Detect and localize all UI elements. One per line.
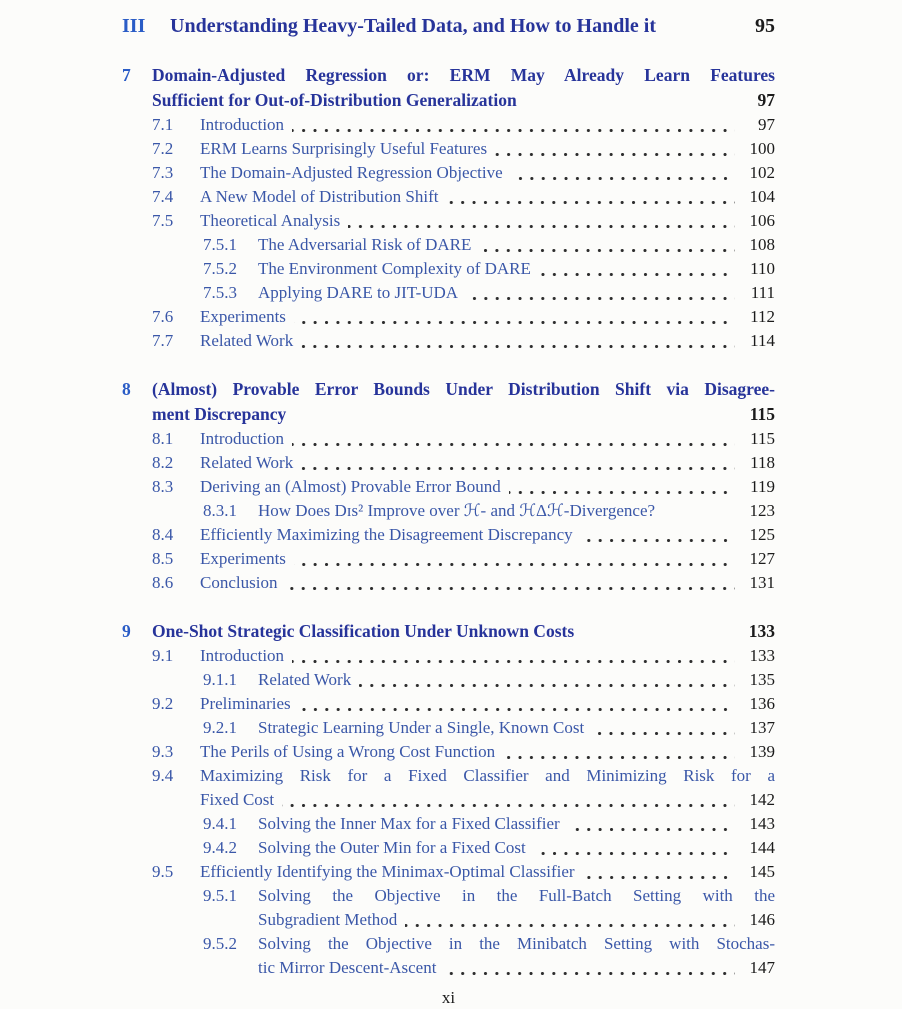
toc-entry[interactable] [122,499,775,523]
entry-title[interactable]: Related Work [200,453,294,472]
entry-title[interactable]: Experiments [200,549,286,568]
entry-number[interactable]: 9.5.1 [203,886,237,905]
toc-entry[interactable] [122,209,775,233]
toc-entry[interactable] [122,161,775,185]
dot-leader [583,876,735,879]
entry-number[interactable]: 9.5 [152,862,174,881]
entry-page-number: 137 [749,718,775,737]
entry-page-number: 136 [749,694,775,713]
entry-page-number: 143 [749,814,775,833]
dot-leader [534,852,735,855]
chapter-page-number: 97 [757,90,775,110]
chapter-title-line2[interactable]: ment Discrepancy [152,404,287,424]
part-heading[interactable] [122,14,775,39]
entry-title[interactable]: Preliminaries [200,694,291,713]
dot-leader [359,684,735,687]
entry-page-number: 131 [749,573,775,592]
entry-page-number: 110 [750,259,775,278]
dot-leader [581,539,735,542]
chapter-number[interactable]: 8 [122,379,131,399]
toc-entry[interactable] [122,305,775,329]
entry-title[interactable]: Experiments [200,307,286,326]
dot-leader [444,972,735,975]
entry-page-number: 106 [749,211,775,230]
entry-number[interactable]: 8.1 [152,429,174,448]
toc-entry[interactable] [122,257,775,281]
toc-entry[interactable] [122,884,775,908]
entry-page-number: 119 [750,477,775,496]
entry-page-number: 97 [758,115,775,134]
footer-page-number: xi [441,988,456,1007]
entry-title[interactable]: The Adversarial Risk of DARE [258,235,472,254]
toc-entry[interactable] [122,185,775,209]
entry-title[interactable]: Solving the Objective in the Minibatch Setting with Stochas- [258,934,775,953]
dot-leader [294,563,735,566]
entry-page-number: 135 [749,670,775,689]
dot-leader [285,587,735,590]
entry-title[interactable]: How Does Dɪs² Improve over ℋ- and ℋΔℋ-Divergence? [258,501,656,520]
toc-entry[interactable] [122,475,775,499]
entry-page-number: 127 [749,549,775,568]
chapter-heading[interactable] [122,377,775,402]
entry-title[interactable]: Solving the Outer Min for a Fixed Cost [258,838,526,857]
entry-number[interactable]: 7.5.2 [203,259,237,278]
entry-page-number: 147 [749,958,775,977]
entry-number[interactable]: 8.4 [152,525,174,544]
part-title[interactable]: Understanding Heavy-Tailed Data, and How to Handle it [170,15,656,37]
toc-entry[interactable] [122,427,775,451]
entry-title[interactable]: Solving the Inner Max for a Fixed Classifier [258,814,560,833]
part-page-number: 95 [755,15,775,37]
entry-number[interactable]: 8.5 [152,549,174,568]
chapter-number[interactable]: 9 [122,621,131,641]
entry-page-number: 144 [749,838,775,857]
dot-leader [509,491,735,494]
entry-number[interactable]: 7.4 [152,187,174,206]
toc-entry[interactable] [122,281,775,305]
dot-leader [592,732,735,735]
entry-title[interactable]: Strategic Learning Under a Single, Known Cost [258,718,585,737]
chapter-heading[interactable] [122,63,775,88]
dot-leader [539,273,735,276]
toc-entry[interactable] [122,692,775,716]
chapter-heading-continuation[interactable] [122,88,775,113]
dot-leader [301,467,735,470]
entry-page-number: 145 [749,862,775,881]
entry-page-number: 108 [749,235,775,254]
entry-title[interactable]: The Domain-Adjusted Regression Objective [200,163,503,182]
toc-entry[interactable] [122,740,775,764]
entry-title[interactable]: A New Model of Distribution Shift [200,187,439,206]
entry-number[interactable]: 9.1 [152,646,174,665]
entry-number[interactable]: 7.1 [152,115,174,134]
dot-leader [299,708,735,711]
entry-page-number: 104 [749,187,775,206]
dot-leader [292,660,735,663]
entry-page-number: 133 [749,646,775,665]
entry-number[interactable]: 9.4 [152,766,174,785]
entry-title[interactable]: Deriving an (Almost) Provable Error Bound [200,477,501,496]
toc-entry[interactable] [122,137,775,161]
chapter-title-line1[interactable]: One-Shot Strategic Classification Under Unknown Costs [152,621,575,641]
toc-entry[interactable] [122,860,775,884]
toc-entry[interactable] [122,716,775,740]
dot-leader [511,177,735,180]
entry-title[interactable]: Introduction [200,429,285,448]
chapter-title-line1[interactable]: Domain-Adjusted Regression or: ERM May Already Learn Features [152,65,775,85]
entry-title-line2[interactable]: Subgradient Method [258,910,398,929]
toc-entry[interactable] [122,932,775,956]
chapter-heading[interactable] [122,619,775,644]
chapter-title-line1[interactable]: (Almost) Provable Error Bounds Under Distribution Shift via Disagree- [152,379,775,399]
entry-page-number: 125 [749,525,775,544]
entry-page-number: 115 [750,429,775,448]
entry-number[interactable]: 9.5.2 [203,934,237,953]
entry-title[interactable]: ERM Learns Surprisingly Useful Features [200,139,488,158]
toc-entry[interactable] [122,113,775,137]
entry-page-number: 100 [749,139,775,158]
dot-leader [348,225,735,228]
entry-page-number: 111 [750,283,775,302]
dot-leader [301,345,735,348]
toc-entry[interactable] [122,812,775,836]
toc-entry[interactable] [122,764,775,788]
dot-leader [479,249,735,252]
entry-number[interactable]: 9.3 [152,742,174,761]
entry-page-number: 139 [749,742,775,761]
entry-number[interactable]: 8.2 [152,453,174,472]
entry-number[interactable]: 7.2 [152,139,174,158]
chapter-page-number: 115 [749,404,775,424]
dot-leader [568,828,735,831]
dot-leader [495,153,735,156]
toc-entry[interactable] [122,836,775,860]
toc-entry[interactable] [122,233,775,257]
entry-number[interactable]: 7.5.1 [203,235,237,254]
entry-title[interactable]: Applying DARE to JIT-UDA [258,283,459,302]
entry-number[interactable]: 8.3 [152,477,174,496]
entry-page-number: 142 [749,790,775,809]
entry-title[interactable]: Theoretical Analysis [200,211,341,230]
dot-leader [405,924,735,927]
chapter-9-block [122,619,775,980]
entry-page-number: 114 [750,331,775,350]
entry-number[interactable]: 7.7 [152,331,174,350]
toc-entry[interactable] [122,523,775,547]
entry-number[interactable]: 9.4.2 [203,838,237,857]
entry-number[interactable]: 7.5.3 [203,283,237,302]
dot-leader [292,129,735,132]
dot-leader [503,756,735,759]
toc-entry[interactable] [122,329,775,353]
toc-entry-continuation[interactable] [122,956,775,980]
entry-page-number: 123 [749,501,775,520]
dot-leader [292,443,735,446]
entry-page-number: 118 [750,453,775,472]
entry-title-line2[interactable]: Fixed Cost [200,790,275,809]
chapter-number[interactable]: 7 [122,65,131,85]
chapter-7-block [122,63,775,353]
entry-number[interactable]: 7.6 [152,307,174,326]
entry-number[interactable]: 9.2.1 [203,718,237,737]
entry-title[interactable]: Related Work [200,331,294,350]
entry-number[interactable]: 9.2 [152,694,174,713]
toc-entry[interactable] [122,547,775,571]
entry-title[interactable]: Efficiently Identifying the Minimax-Optimal Classifier [200,862,575,881]
entry-title[interactable]: Conclusion [200,573,278,592]
chapter-title-line2[interactable]: Sufficient for Out-of-Distribution Generalization [152,90,517,110]
entry-title[interactable]: Introduction [200,115,285,134]
part-number[interactable]: III [122,15,146,37]
entry-page-number: 102 [749,163,775,182]
toc-entry[interactable] [122,644,775,668]
entry-title[interactable]: Introduction [200,646,285,665]
entry-number[interactable]: 8.3.1 [203,501,237,520]
entry-title[interactable]: The Perils of Using a Wrong Cost Function [200,742,496,761]
chapter-page-number: 133 [748,621,775,641]
dot-leader [282,804,735,807]
toc-entry[interactable] [122,668,775,692]
dot-leader [294,321,735,324]
entry-number[interactable]: 9.1.1 [203,670,237,689]
entry-number[interactable]: 8.6 [152,573,174,592]
entry-number[interactable]: 9.4.1 [203,814,237,833]
entry-page-number: 146 [749,910,775,929]
toc-entry[interactable] [122,451,775,475]
entry-title[interactable]: Maximizing Risk for a Fixed Classifier and Minimizing Risk for a [200,766,775,785]
entry-title[interactable]: Efficiently Maximizing the Disagreement Discrepancy [200,525,573,544]
entry-number[interactable]: 7.5 [152,211,174,230]
entry-title[interactable]: Related Work [258,670,352,689]
entry-number[interactable]: 7.3 [152,163,174,182]
toc-entry[interactable] [122,571,775,595]
toc-entry-continuation[interactable] [122,908,775,932]
dot-leader [466,297,735,300]
entry-page-number: 112 [750,307,775,326]
entry-title[interactable]: The Environment Complexity of DARE [258,259,531,278]
entry-title[interactable]: Solving the Objective in the Full-Batch Setting with the [258,886,775,905]
chapter-heading-continuation[interactable] [122,402,775,427]
entry-title-line2[interactable]: tic Mirror Descent-Ascent [258,958,437,977]
toc-entry-continuation[interactable] [122,788,775,812]
chapter-8-block [122,377,775,595]
dot-leader [446,201,735,204]
